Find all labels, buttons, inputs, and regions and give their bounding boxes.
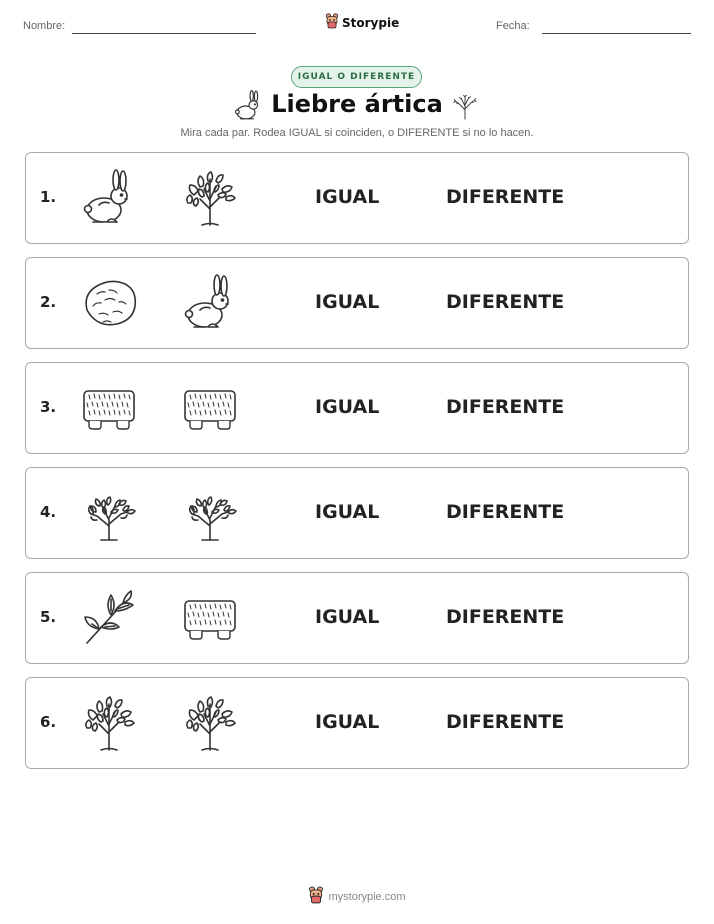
pair-row [25, 152, 689, 244]
option-igual[interactable]: IGUAL [315, 396, 380, 418]
option-diferente[interactable]: DIFERENTE [446, 396, 565, 418]
option-diferente[interactable]: DIFERENTE [446, 291, 565, 313]
option-igual[interactable]: IGUAL [315, 711, 380, 733]
row-number: 1. [40, 188, 57, 206]
shrub-icon [180, 484, 240, 544]
pair-row [25, 467, 689, 559]
instructions: Mira cada par. Rodea IGUAL si coinciden, o DIFERENTE si no lo hacen. [180, 127, 534, 139]
snowball-icon [79, 274, 139, 334]
option-diferente[interactable]: DIFERENTE [446, 186, 565, 208]
tree-icon [79, 694, 139, 754]
row-number: 6. [40, 713, 57, 731]
pair-row [25, 362, 689, 454]
row-number: 5. [40, 608, 57, 626]
storypie-mascot-icon [325, 13, 339, 33]
snowy-shrub-icon [451, 92, 479, 126]
option-diferente[interactable]: DIFERENTE [446, 606, 565, 628]
option-igual[interactable]: IGUAL [315, 501, 380, 523]
name-label: Nombre: [23, 20, 66, 32]
twig-icon [79, 589, 139, 649]
option-diferente[interactable]: DIFERENTE [446, 711, 565, 733]
fur-block-icon [79, 379, 139, 439]
row-number: 3. [40, 398, 57, 416]
row-number: 4. [40, 503, 57, 521]
option-igual[interactable]: IGUAL [315, 291, 380, 313]
footer [0, 886, 714, 907]
brand-name: Storypie [342, 16, 400, 30]
worksheet-type-badge: IGUAL O DIFERENTE [291, 66, 422, 88]
name-line[interactable] [72, 33, 256, 34]
date-line[interactable] [542, 33, 691, 34]
row-number: 2. [40, 293, 57, 311]
option-diferente[interactable]: DIFERENTE [446, 501, 565, 523]
page-title: Liebre ártica [271, 90, 443, 118]
fur-block-icon [180, 379, 240, 439]
rabbit-icon [180, 274, 240, 334]
option-igual[interactable]: IGUAL [315, 186, 380, 208]
tree-icon [180, 694, 240, 754]
pair-row [25, 572, 689, 664]
option-igual[interactable]: IGUAL [315, 606, 380, 628]
storypie-mascot-icon [308, 886, 324, 907]
tree-icon [180, 169, 240, 229]
fur-block-icon [180, 589, 240, 649]
rabbit-icon [79, 169, 139, 229]
brand-logo [325, 13, 399, 33]
date-label: Fecha: [496, 20, 530, 32]
pair-row [25, 257, 689, 349]
footer-url[interactable]: mystorypie.com [328, 890, 406, 903]
pair-row [25, 677, 689, 769]
shrub-icon [79, 484, 139, 544]
